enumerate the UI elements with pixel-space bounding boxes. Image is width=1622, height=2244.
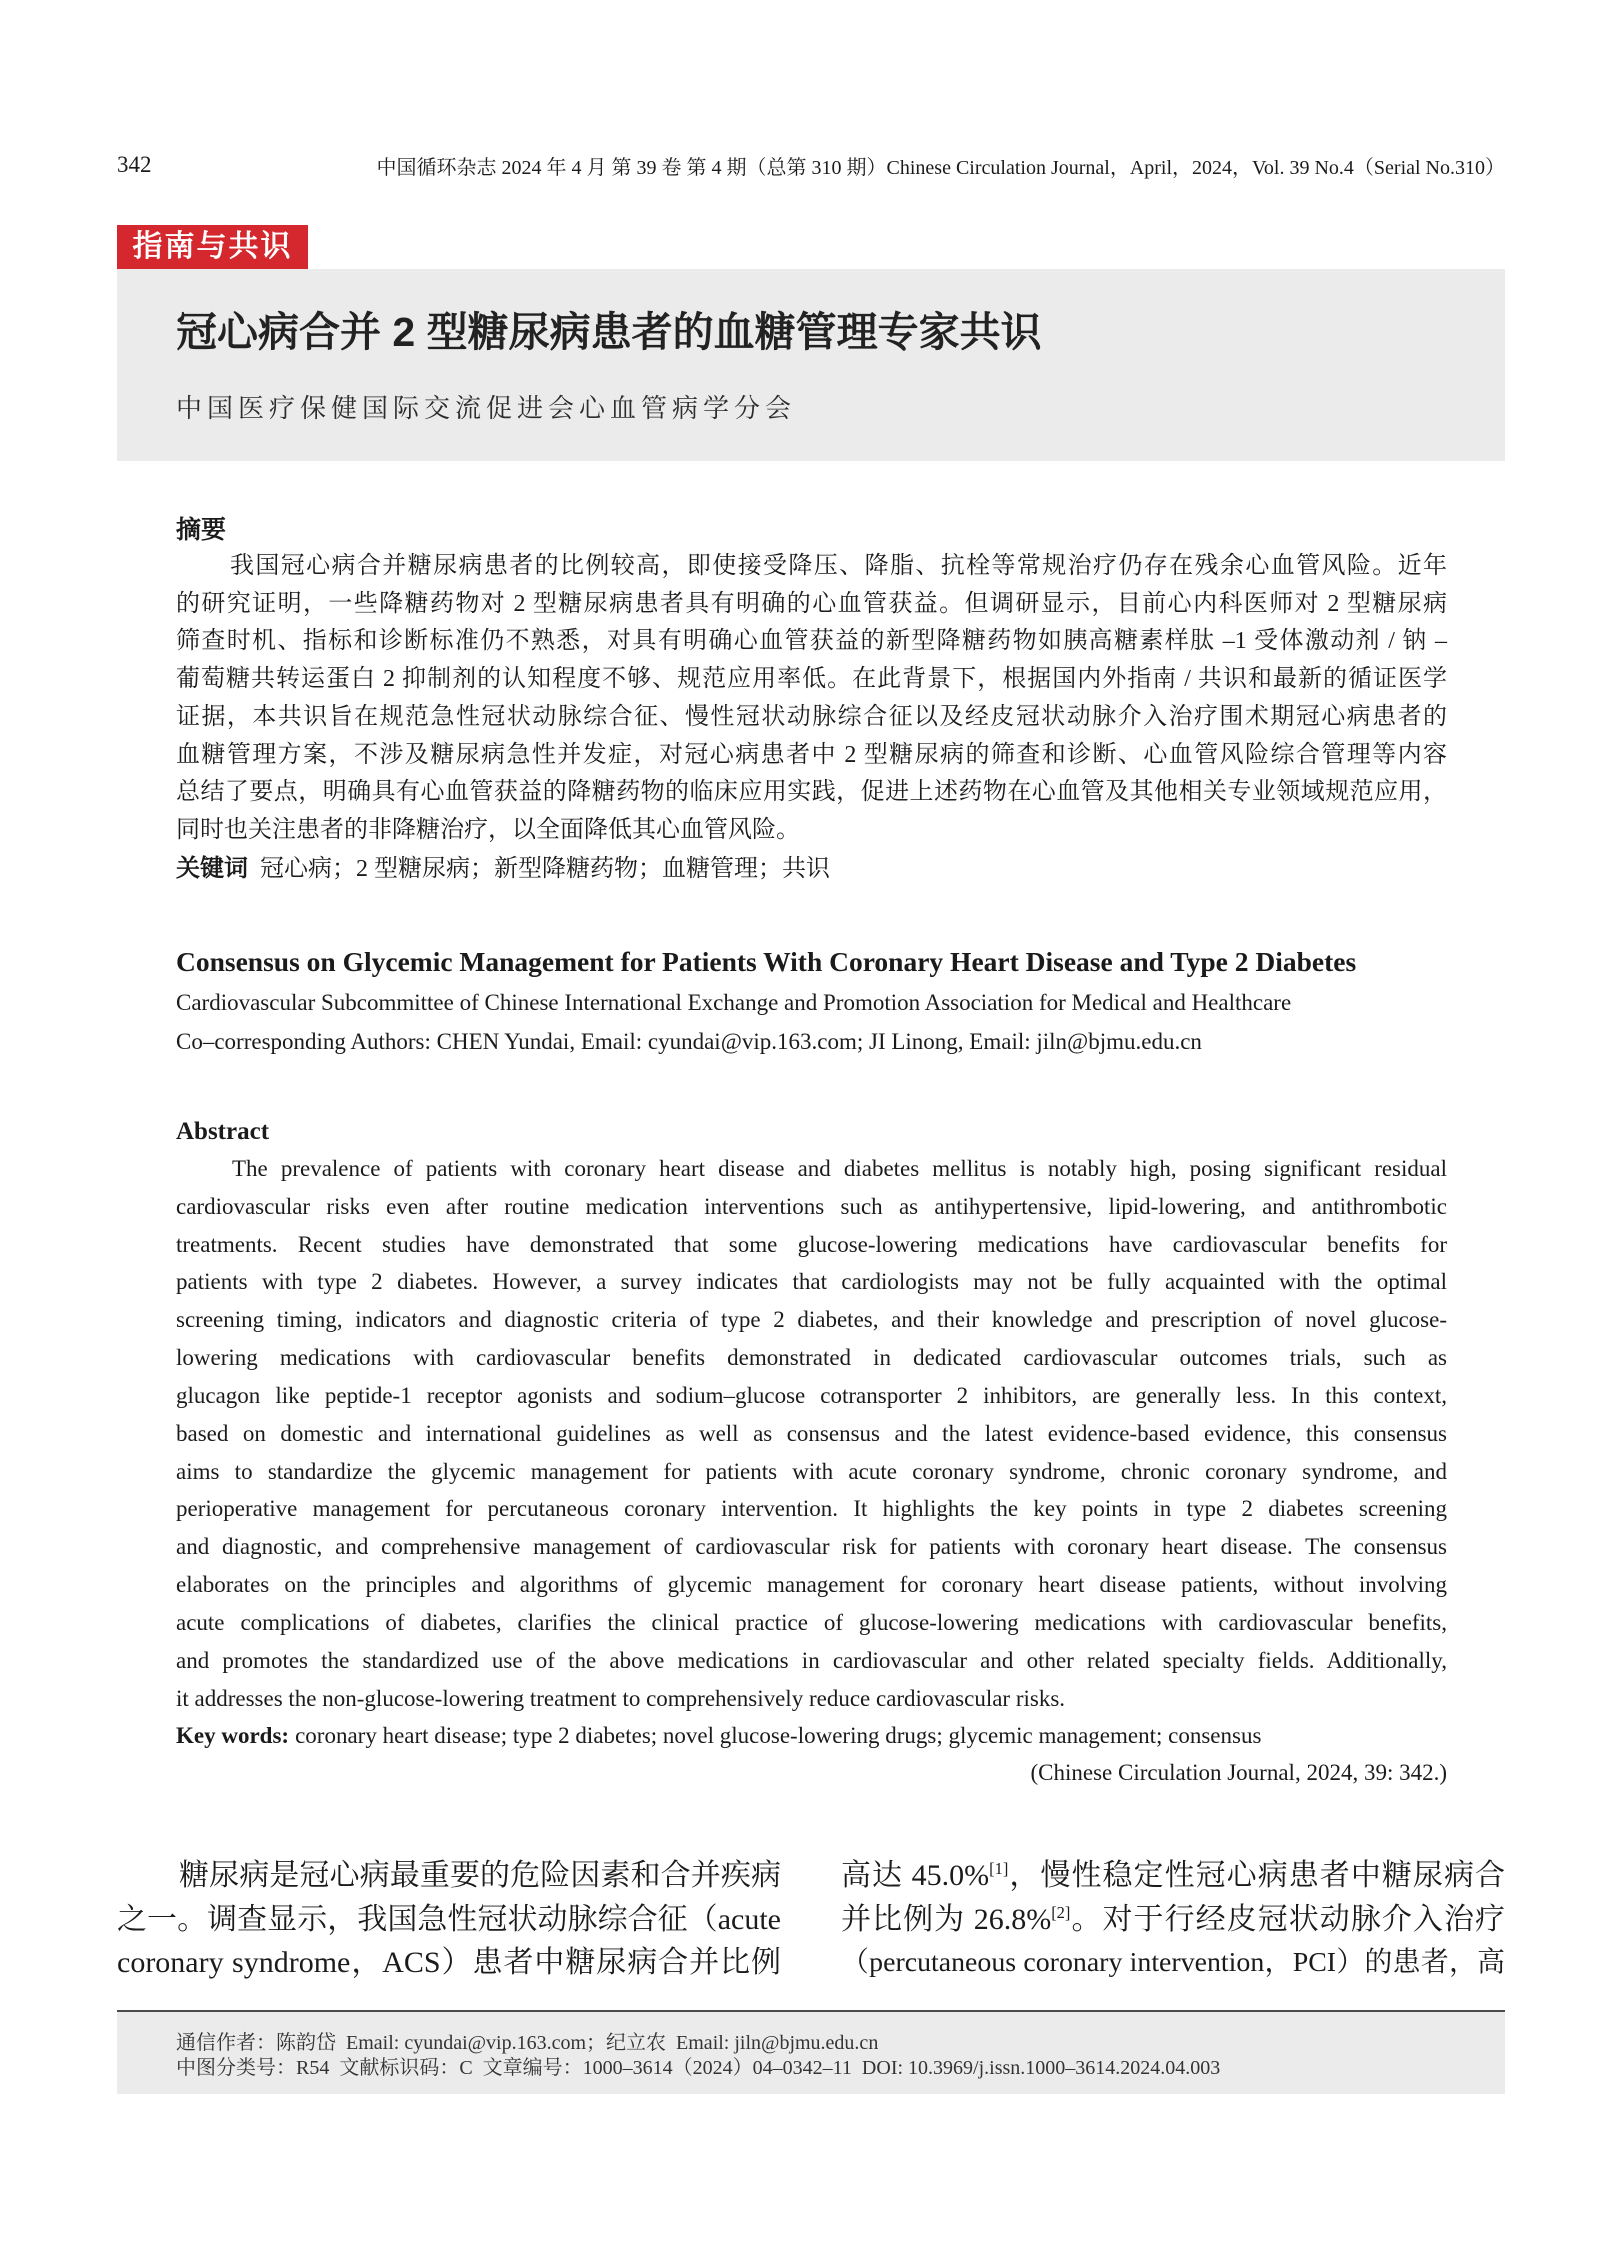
author-cn: 中国医疗保健国际交流促进会心血管病学分会	[176, 394, 797, 423]
keywords-cn	[176, 851, 1447, 887]
citation-line: (Chinese Circulation Journal, 2024, 39: 342.)	[1030, 1760, 1447, 1785]
body-line	[841, 1854, 1505, 1898]
footer-classification: 中图分类号：R54 文献标识码：C 文章编号：1000–3614（2024）04–0342–11 DOI: 10.3969/j.issn.1000–3614.2024.04.003	[176, 2057, 1221, 2079]
abstract-cn-line: 筛查时机、指标和诊断标准仍不熟悉，对具有明确心血管获益的新型降糖药物如胰高糖素样肽 –1 受体激动剂 / 钠 –	[176, 628, 1447, 655]
paper-title-en: Consensus on Glycemic Management for Patients With Coronary Heart Disease and Type 2 Diabetes	[176, 946, 1357, 977]
keywords-en-label: Key words:	[176, 1723, 290, 1748]
keywords-cn-label: 关键词	[176, 855, 248, 882]
body-line: 糖尿病是冠心病最重要的危险因素和合并疾病	[179, 1859, 781, 1892]
abstract-cn-line: 的研究证明，一些降糖药物对 2 型糖尿病患者具有明确的心血管获益。但调研显示，目前心内科医师对 2 型糖尿病	[176, 590, 1447, 617]
abstract-en-line: treatments. Recent studies have demonstrated that some glucose-lowering medications have cardiovascular benefits for	[176, 1231, 1447, 1257]
title-panel	[117, 269, 1505, 461]
body-line	[841, 1898, 1505, 1942]
section-tag: 指南与共识	[117, 225, 308, 269]
reference-mark: [2]	[1051, 1902, 1071, 1922]
abstract-en-line: acute complications of diabetes, clarifies the clinical practice of glucose-lowering medications with cardiovascular benefits,	[176, 1609, 1447, 1635]
keywords-en	[176, 1718, 1447, 1754]
body-text: 。对于行经皮冠状动脉介入治疗	[1070, 1902, 1505, 1936]
abstract-heading-cn: 摘要	[176, 516, 227, 544]
abstract-en-line: and promotes the standardized use of the above medications in cardiovascular and other related specialty fields. Additionally,	[176, 1647, 1447, 1673]
abstract-en-line: perioperative management for percutaneous coronary intervention. It highlights the key points in type 2 diabetes screening	[176, 1496, 1447, 1522]
corresponding-authors: Co–corresponding Authors: CHEN Yundai, Email: cyundai@vip.163.com; JI Linong, Email: jiln@bjmu.edu.cn	[176, 1029, 1202, 1054]
running-header: 中国循环杂志 2024 年 4 月 第 39 卷 第 4 期（总第 310 期）Chinese Circulation Journal，April，2024，Vol. 39 No.4（Serial No.310）	[376, 157, 1505, 179]
abstract-en-line: cardiovascular risks even after routine medication interventions such as antihypertensive, lipid-lowering, and antithrombotic	[176, 1193, 1447, 1219]
body-line: 之一。调查显示，我国急性冠状动脉综合征（acute	[117, 1902, 781, 1936]
page-number: 342	[117, 152, 152, 177]
abstract-heading-en: Abstract	[176, 1118, 270, 1145]
body-text: 并比例为 26.8%	[841, 1902, 1052, 1936]
abstract-en-line: it addresses the non-glucose-lowering treatment to comprehensively reduce cardiovascular risks.	[176, 1685, 1066, 1711]
abstract-cn-line: 总结了要点，明确具有心血管获益的降糖药物的临床应用实践，促进上述药物在心血管及其他相关专业领域规范应用，	[176, 779, 1447, 806]
abstract-cn-line: 血糖管理方案，不涉及糖尿病急性并发症，对冠心病患者中 2 型糖尿病的筛查和诊断、心血管风险综合管理等内容	[176, 741, 1447, 768]
abstract-en-line: The prevalence of patients with coronary heart disease and diabetes mellitus is notably high, posing significant residual	[232, 1156, 1447, 1181]
abstract-en-line: based on domestic and international guidelines as well as consensus and the latest evidence-based evidence, this consensus	[176, 1420, 1447, 1446]
footer-correspondence: 通信作者：陈韵岱 Email: cyundai@vip.163.com；纪立农 Email: jiln@bjmu.edu.cn	[176, 2032, 879, 2054]
abstract-en-line: and diagnostic, and comprehensive management of cardiovascular risk for patients with coronary heart disease. The consensus	[176, 1534, 1447, 1560]
keywords-cn-text: 冠心病；2 型糖尿病；新型降糖药物；血糖管理；共识	[260, 856, 830, 882]
abstract-en-body	[176, 1150, 1447, 1717]
reference-mark: [1]	[989, 1859, 1009, 1878]
body-line	[841, 1941, 1505, 1985]
abstract-cn-line: 我国冠心病合并糖尿病患者的比例较高，即使接受降压、降脂、抗栓等常规治疗仍存在残余心血管风险。近年	[230, 553, 1447, 579]
abstract-en-line: screening timing, indicators and diagnostic criteria of type 2 diabetes, and their knowledge and prescription of novel glucose-	[176, 1307, 1447, 1333]
body-text: ，慢性稳定性冠心病患者中糖尿病合	[1008, 1859, 1505, 1892]
footer-box	[117, 2012, 1505, 2094]
abstract-en-line: glucagon like peptide-1 receptor agonists and sodium–glucose cotransporter 2 inhibitors, are generally less. In this context,	[176, 1382, 1447, 1408]
abstract-en-line: aims to standardize the glycemic management for patients with acute coronary syndrome, chronic coronary syndrome, and	[176, 1458, 1447, 1484]
affiliation-en: Cardiovascular Subcommittee of Chinese International Exchange and Promotion Association for Medical and Healthcare	[176, 990, 1292, 1015]
abstract-en-line: patients with type 2 diabetes. However, a survey indicates that cardiologists may not be fully acquainted with the optimal	[176, 1269, 1447, 1295]
body-right-column	[841, 1854, 1505, 1985]
body-text: （percutaneous coronary intervention，PCI）的患者，高	[841, 1947, 1505, 1979]
body-left-column	[117, 1854, 781, 1985]
abstract-en-line: elaborates on the principles and algorithms of glycemic management for coronary heart disease patients, without involving	[176, 1572, 1447, 1598]
abstract-cn-line: 葡萄糖共转运蛋白 2 抑制剂的认知程度不够、规范应用率低。在此背景下，根据国内外指南 / 共识和最新的循证医学	[176, 666, 1447, 693]
body-line: coronary syndrome，ACS）患者中糖尿病合并比例	[117, 1946, 781, 1980]
keywords-en-text: coronary heart disease; type 2 diabetes; novel glucose-lowering drugs; glycemic management; consensus	[295, 1723, 1262, 1748]
body-text: 高达 45.0%	[841, 1859, 990, 1892]
abstract-en-line: lowering medications with cardiovascular benefits demonstrated in dedicated cardiovascular outcomes trials, such as	[176, 1345, 1447, 1371]
abstract-cn-line: 证据，本共识旨在规范急性冠状动脉综合征、慢性冠状动脉综合征以及经皮冠状动脉介入治疗围术期冠心病患者的	[176, 703, 1447, 730]
abstract-cn-body	[176, 548, 1447, 850]
paper-title-cn: 冠心病合并 2 型糖尿病患者的血糖管理专家共识	[176, 309, 1042, 355]
abstract-cn-line: 同时也关注患者的非降糖治疗，以全面降低其心血管风险。	[176, 816, 800, 843]
